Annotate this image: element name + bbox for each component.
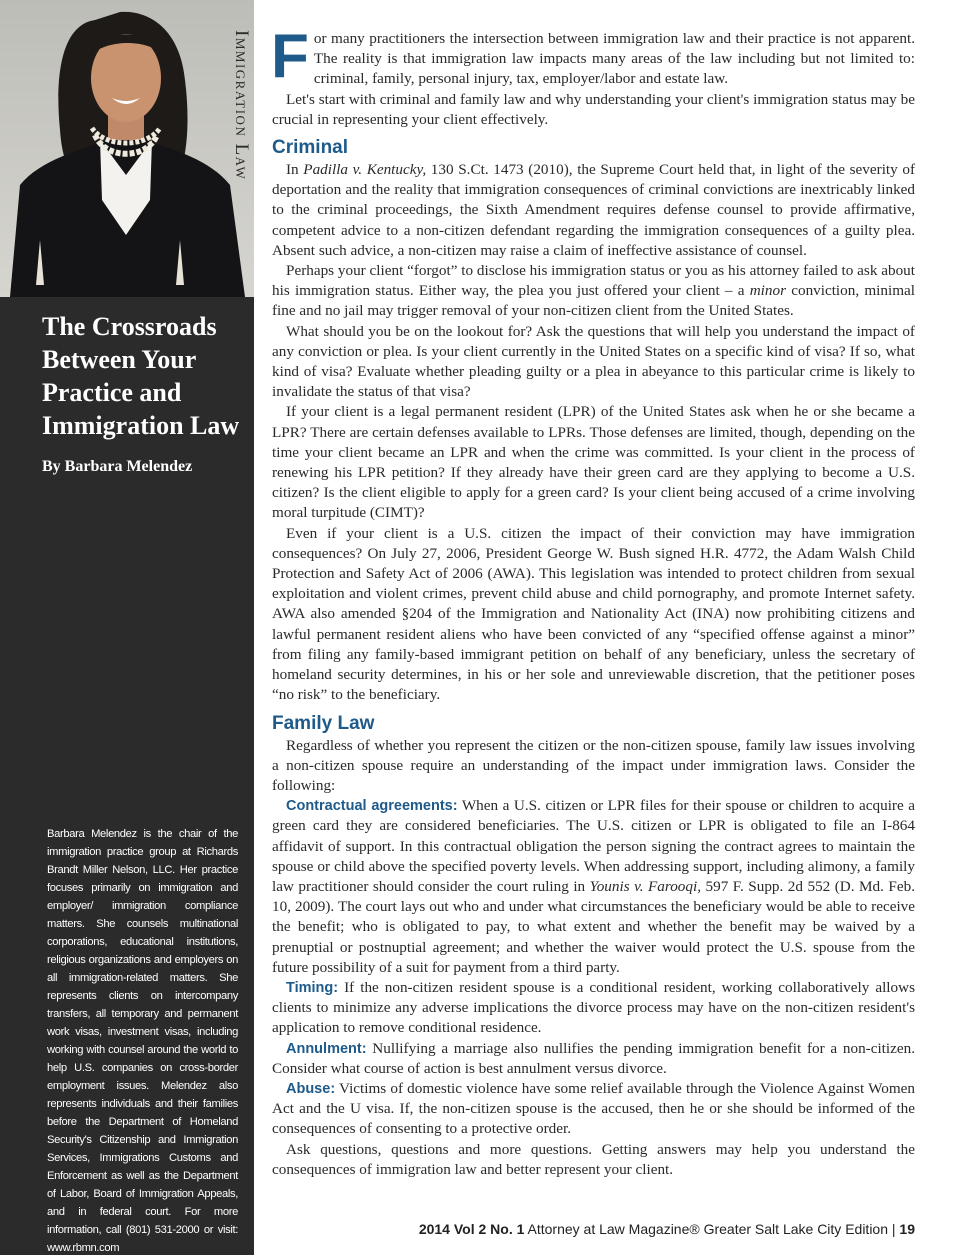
emphasis: minor: [749, 282, 786, 300]
publication-name: Attorney at Law Magazine® Greater Salt Lake City Edition |: [524, 1221, 900, 1237]
section-label: [224, 30, 254, 210]
page-footer: [419, 1221, 915, 1237]
drop-cap: F: [271, 22, 309, 91]
paragraph-abuse: Abuse: Victims of domestic violence have some relief available through the Violence Against Women Act and the U visa. If, the non-citizen spouse is the accused, then he or she should be informed of the consequences of consenting to a protective order.: [272, 1079, 915, 1138]
paragraph: Perhaps your client “forgot” to disclose his immigration status or you as his attorney failed to ask about his immigration status. Either way, the plea you just offered your client – a minor conviction, minimal fine and no jail may trigger removal of your non-citizen client from the United States.: [272, 262, 915, 320]
run-in-heading: Contractual agreements:: [286, 798, 458, 815]
paragraph: In Padilla v. Kentucky, 130 S.Ct. 1473 (2010), the Supreme Court held that, in light of the severity of deportation and the reality that immigration consequences of criminal convictions are inextricably linked to the criminal proceedings, the Sixth Amendment requires defense counsel to provide affirmative, competent advice to a non-citizen defendant regarding the immigration consequences of a guilty plea. Absent such advice, a non-citizen may raise a claim of ineffective assistance of counsel.: [272, 161, 916, 259]
section-heading-family-law: Family Law: [272, 712, 375, 734]
paragraph: Regardless of whether you represent the citizen or the non-citizen spouse, family law issues involving a non-citizen spouse require an understanding of the impact under immigration laws. Consider the following:: [272, 736, 915, 794]
closing-paragraph: Ask questions, questions and more questions. Getting answers may help you understand the consequences of immigration law and better represent your client.: [272, 1140, 915, 1178]
section-label-text: Immigration Law: [231, 30, 252, 181]
sidebar: [0, 0, 254, 1255]
run-in-heading: Annulment:: [286, 1040, 367, 1057]
author-bio: Barbara Melendez is the chair of the immigration practice group at Richards Brandt Miller Nelson, LLC. Her practice focuses primarily on immigration and employer/ immigration compliance matters. She counsels multinational corporations, educational institutions, religious organizations and employers on all immigration-related matters. She represents clients on intercompany transfers, all temporary and permanent work visas, investment visas, including working with counsel around the world to help U.S. companies on cross-border employment issues. Melendez also represents individuals and their families before the Department of Homeland Security's Citizenship and Immigration Services, Immigrations Customs and Enforcement as well as the Department of Labor, Board of Immigration Appeals, and in federal court. For more information, call (801) 531-2000 or visit: www.rbmn.com: [47, 828, 238, 1254]
paragraph-timing: Timing: If the non-citizen resident spouse is a conditional resident, working collaboratively allows clients to minimize any adverse implications the divorce process may have on the non-citizen resident's application to remove conditional residence.: [272, 978, 915, 1037]
intro-paragraph-2: Let's start with criminal and family law and why understanding your client's immigration status may be crucial in representing your client effectively.: [272, 90, 915, 128]
paragraph-contractual: Contractual agreements: When a U.S. citizen or LPR files for their spouse or children to acquire a green card they are considered beneficiaries. The U.S. citizen or LPR is obligated to file an I-864 affidavit of support. In this contractual obligation the person signing the contract agrees to maintain the spouse or child above the specified poverty levels. When addressing support, including alimony, a family law practitioner should consider the court ruling in Younis v. Farooqi, 597 F. Supp. 2d 552 (D. Md. Feb. 10, 2009). The court lays out who and under what circumstances the beneficiary would be able to receive the benefit; who is obligated to pay, to what extent and whether the benefit may be waived by a prenuptial or postnuptial agreement; and whether the waiver would protect the U.S. spouse from the future possibility of a suit for payment from a third party.: [272, 797, 916, 976]
intro-paragraph: For many practitioners the intersection between immigration law and their practice is not apparent. The reality is that immigration law impacts many areas of the law including but not limited to: criminal, family, personal injury, tax, employer/labor and estate law.: [271, 22, 915, 91]
case-citation: Padilla v. Kentucky,: [303, 161, 427, 179]
paragraph: If your client is a legal permanent resident (LPR) of the United States ask when he or she became a LPR? There are certain defenses available to LPRs. Those defenses are limited, though, depending on the time your client became an LPR and when the crime was committed. Is your client in the process of renewing his LPR petition? If they already have their green card are they applying to become a U.S. citizen? Is the client eligible to apply for a green card? Is your client being accused of a crime involving moral turpitude (CIMT)?: [272, 403, 915, 522]
paragraph: What should you be on the lookout for? Ask the questions that will help you understand the impact of any conviction or plea. Is your client currently in the United States on a specific kind of visa? If so, what kind of visa? Evaluate whether pleading guilty or a plea in abeyance to this particular crime is likely to invalidate the status of that visa?: [272, 322, 915, 401]
paragraph-annulment: Annulment: Nullifying a marriage also nullifies the pending immigration benefit for a non-citizen. Consider what course of action is best annulment versus divorce.: [272, 1039, 915, 1077]
paragraph: Even if your client is a U.S. citizen the impact of their conviction may have immigration consequences? On July 27, 2006, President George W. Bush signed H.R. 4772, the Adam Walsh Child Protection and Safety Act of 2006 (AWA). This legislation was intended to protect children from sexual exploitation and violent crimes, prevent child abuse and child pornography, and promote Internet safety. AWA also amended §204 of the Immigration and Nationality Act (INA) now prohibiting citizens and lawful permanent resident aliens who have been convicted of any “specified offense against a minor” from filing any family-based immigrant petition on behalf of any beneficiary, unless the secretary of homeland security determines, in his or her sole and unreviewable discretion, that the petitioner poses “no risk” to the beneficiary.: [272, 524, 915, 704]
page-number: 19: [899, 1221, 915, 1237]
section-heading-criminal: Criminal: [272, 137, 349, 159]
article-body: [271, 22, 916, 1180]
case-citation: Younis v. Farooqi,: [589, 877, 702, 895]
run-in-heading: Timing:: [286, 979, 339, 996]
run-in-heading: Abuse:: [286, 1080, 336, 1097]
byline: By Barbara Melendez: [42, 458, 193, 475]
issue-label: 2014 Vol 2 No. 1: [418, 1221, 525, 1237]
article-title: The Crossroads Between Your Practice and Immigration Law: [42, 312, 240, 441]
author-photo: [0, 0, 254, 297]
